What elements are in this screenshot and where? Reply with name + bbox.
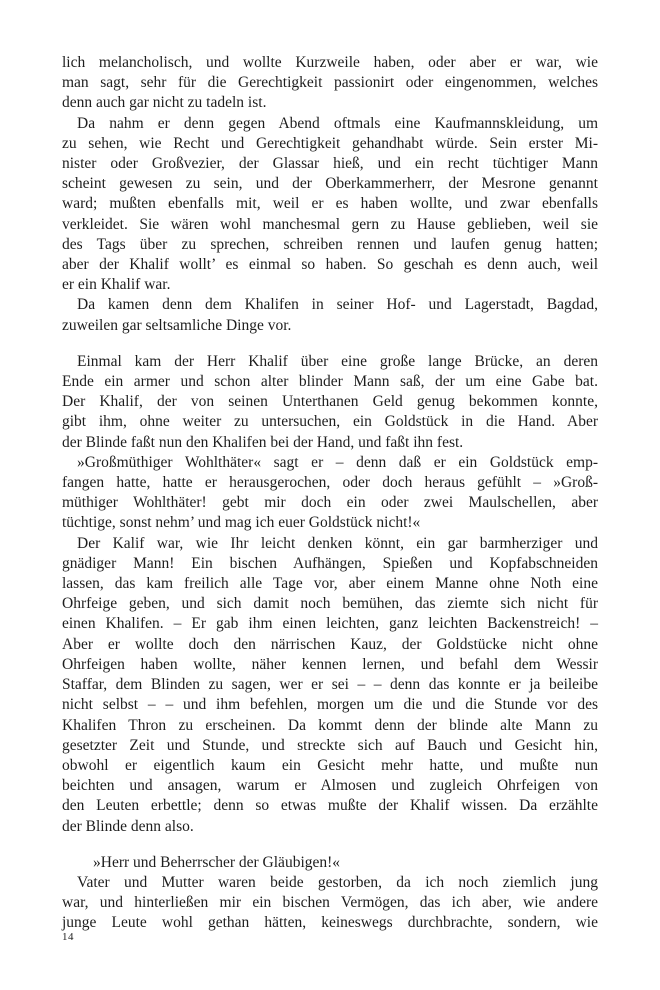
text-line: ward; mußten ebenfalls mit, weil er es haben wollte, und zwar ebenfalls bbox=[62, 195, 598, 213]
page-number: 14 bbox=[62, 931, 74, 943]
text-line: lich melancholisch, und wollte Kurzweile haben, oder aber er war, wie bbox=[62, 54, 598, 71]
paragraph bbox=[62, 453, 598, 534]
text-line: scheint gewesen zu sein, und der Oberkammerherr, der Mesrone genannt bbox=[62, 175, 598, 193]
text-line: Der Khalif, der von seinen Unterthanen Geld genug bekommen konnte, bbox=[62, 393, 598, 411]
text-line: der Blinde faßt nun den Khalifen bei der Hand, und faßt ihn fest. bbox=[62, 433, 464, 451]
paragraph bbox=[62, 853, 598, 873]
text-line: nister oder Großvezier, der Glassar hieß, und ein recht tüchtiger Mann bbox=[62, 155, 598, 173]
text-line: lassen, das kam freilich alle Tage vor, aber einem Manne ohne Noth eine bbox=[62, 575, 598, 593]
text-line: war, und hinterließen mir ein bischen Vermögen, das ich aber, wie andere bbox=[62, 894, 598, 912]
text-line: Da nahm er denn gegen Abend oftmals eine Kaufmannskleidung, um bbox=[77, 114, 598, 132]
text-line: gesetzter Zeit und Stunde, und streckte sich auf Bauch und Gesicht hin, bbox=[62, 736, 598, 754]
paragraph bbox=[62, 114, 598, 296]
text-line: müthiger Wohlthäter! gebt mir doch ein oder zwei Maulschellen, aber bbox=[62, 494, 598, 512]
text-line: man sagt, sehr für die Gerechtigkeit passionirt oder eingenommen, welches bbox=[62, 74, 598, 92]
text-line: den Leuten erbettle; denn so etwas mußte der Khalif wissen. Da erzählte bbox=[62, 797, 598, 815]
paragraph bbox=[62, 352, 598, 453]
text-line: junge Leute wohl gethan hätten, keineswegs durchbrachte, sondern, wie bbox=[62, 914, 598, 932]
text-line: Ohrfeige geben, und sich damit noch bemühen, das ziemte sich nicht für bbox=[62, 595, 598, 613]
text-line: gibt ihm, ohne weiter zu untersuchen, ein Goldstück in die Hand. Aber bbox=[62, 413, 598, 431]
text-line: einen Khalifen. – Er gab ihm einen leichten, ganz leichten Backenstreich! – bbox=[62, 615, 598, 633]
text-line: zu sehen, wie Recht und Gerechtigkeit gehandhabt würde. Sein erster Mi- bbox=[62, 134, 598, 152]
text-line: fangen hatte, hatte er herausgerochen, oder doch heraus gefühlt – »Groß- bbox=[62, 474, 598, 492]
text-line: Einmal kam der Herr Khalif über eine große lange Brücke, an deren bbox=[77, 352, 598, 370]
text-line: »Großmüthiger Wohlthäter« sagt er – denn daß er ein Goldstück emp- bbox=[77, 453, 598, 471]
text-line: verkleidet. Sie wären wohl manchesmal gern zu Hause geblieben, weil sie bbox=[62, 215, 598, 233]
paragraph bbox=[62, 873, 598, 934]
text-line: aber der Khalif wollt’ es einmal so haben. So geschah es denn auch, weil bbox=[62, 256, 598, 274]
text-line: Da kamen denn dem Khalifen in seiner Hof- und Lagerstadt, Bagdad, bbox=[77, 296, 598, 314]
page-text bbox=[62, 53, 598, 934]
text-line: Staffar, dem Blinden zu sagen, wer er sei – – denn das konnte er ja beileibe bbox=[62, 676, 598, 694]
text-line: Ende ein armer und schon alter blinder Mann saß, der um eine Gabe bat. bbox=[62, 373, 598, 391]
text-line: Ohrfeigen haben wollte, näher kennen lernen, und befahl dem Wessir bbox=[62, 655, 598, 673]
text-line: der Blinde denn also. bbox=[62, 817, 194, 835]
text-line: obwohl er eigentlich kaum ein Gesicht mehr hatte, und mußte nun bbox=[62, 756, 598, 774]
text-line: Der Kalif war, wie Ihr leicht denken könnt, ein gar barmherziger und bbox=[77, 534, 598, 552]
text-line: tüchtige, sonst nehm’ und mag ich euer Goldstück nicht!« bbox=[62, 514, 421, 532]
text-line: des Tags über zu sprechen, schreiben rennen und laufen genug hatten; bbox=[62, 235, 598, 253]
text-line: er ein Khalif war. bbox=[62, 276, 171, 294]
text-line: beichten und ansagen, warum er Almosen und zugleich Ohrfeigen von bbox=[62, 777, 598, 795]
text-line: Vater und Mutter waren beide gestorben, da ich noch ziemlich jung bbox=[77, 873, 598, 891]
text-line: denn auch gar nicht zu tadeln ist. bbox=[62, 94, 267, 112]
text-line: zuweilen gar seltsamliche Dinge vor. bbox=[62, 316, 292, 334]
paragraph bbox=[62, 534, 598, 837]
text-line: gnädiger Mann! Ein bischen Aufhängen, Spießen und Kopfabschneiden bbox=[62, 554, 598, 572]
text-line: Aber er wollte doch den närrischen Kauz, der Goldstücke nicht ohne bbox=[62, 635, 598, 653]
text-line: »Herr und Beherrscher der Gläubigen!« bbox=[93, 853, 341, 871]
paragraph bbox=[62, 295, 598, 335]
text-line: Khalifen Thron zu erscheinen. Da kommt denn der blinde alte Mann zu bbox=[62, 716, 598, 734]
paragraph bbox=[62, 53, 598, 114]
text-line: nicht selbst – – und ihm befehlen, morgen um die und die Stunde vor des bbox=[62, 696, 598, 714]
